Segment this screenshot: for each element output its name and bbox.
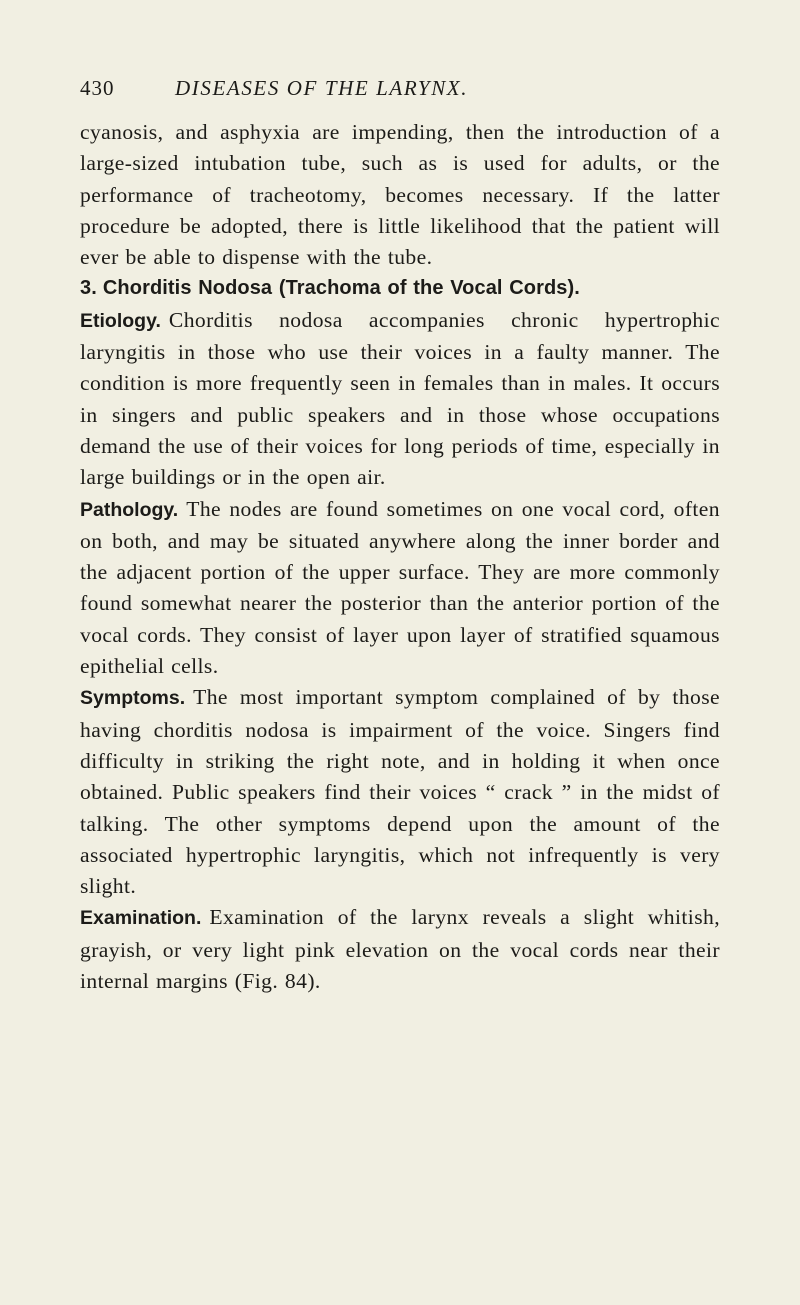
paragraph-text: The most important symptom complained of by those having chorditis nodosa is impairment of the voice. Singers find difficulty in striking the right note, and in holding it when once obtained. Public speakers find their voices “ crack ” in the midst of talking. The other symptoms depend upon the amount of the associated hypertrophic laryngitis, which not infrequently is very slight. — [80, 685, 720, 899]
paragraph-heading: Pathology. — [80, 498, 179, 521]
running-head — [80, 76, 720, 110]
paragraph-etiology — [80, 305, 720, 494]
paragraph-text: The nodes are found sometimes on one vocal cord, often on both, and may be situated anywhere along the inner border and the adjacent portion of the upper surface. They are more commonly found somewhat nearer the posterior than the anterior portion of the vocal cords. They consist of layer upon layer of stratified squamous epithelial cells. — [80, 496, 720, 679]
paragraph-symptoms — [80, 682, 720, 902]
section-number: 3. — [80, 277, 97, 300]
body-text — [80, 117, 720, 997]
paragraph-heading: Etiology. — [80, 309, 161, 332]
paragraph-heading: Symptoms. — [80, 687, 186, 710]
section-title: Chorditis Nodosa (Trachoma of the Vocal Cords). — [102, 277, 580, 300]
paragraph-examination — [80, 902, 720, 997]
paragraph-pathology — [80, 494, 720, 683]
paragraph-heading: Examination. — [80, 907, 202, 930]
intro-paragraph: cyanosis, and asphyxia are impending, then the introduction of a large-sized intubation tube, such as is used for adults, or the performance of tracheotomy, becomes necessary. If the latter procedure be adopted, there is little likelihood that the patient will ever be able to dispense with the tube. — [80, 120, 720, 270]
section-heading — [80, 273, 720, 304]
paragraph-text: Examination of the larynx reveals a slight whitish, grayish, or very light pink elevation on the vocal cords near their internal margins (Fig. 84). — [80, 905, 720, 994]
paragraph-text: Chorditis nodosa accompanies chronic hypertrophic laryngitis in those who use their voices in a faulty manner. The condition is more frequently seen in females than in males. It occurs in singers and public speakers and in those whose occupations demand the use of their voices for long periods of time, especially in large buildings or in the open air. — [80, 307, 720, 490]
page-number: 430 — [80, 76, 115, 100]
running-title: DISEASES OF THE LARYNX. — [175, 76, 469, 100]
